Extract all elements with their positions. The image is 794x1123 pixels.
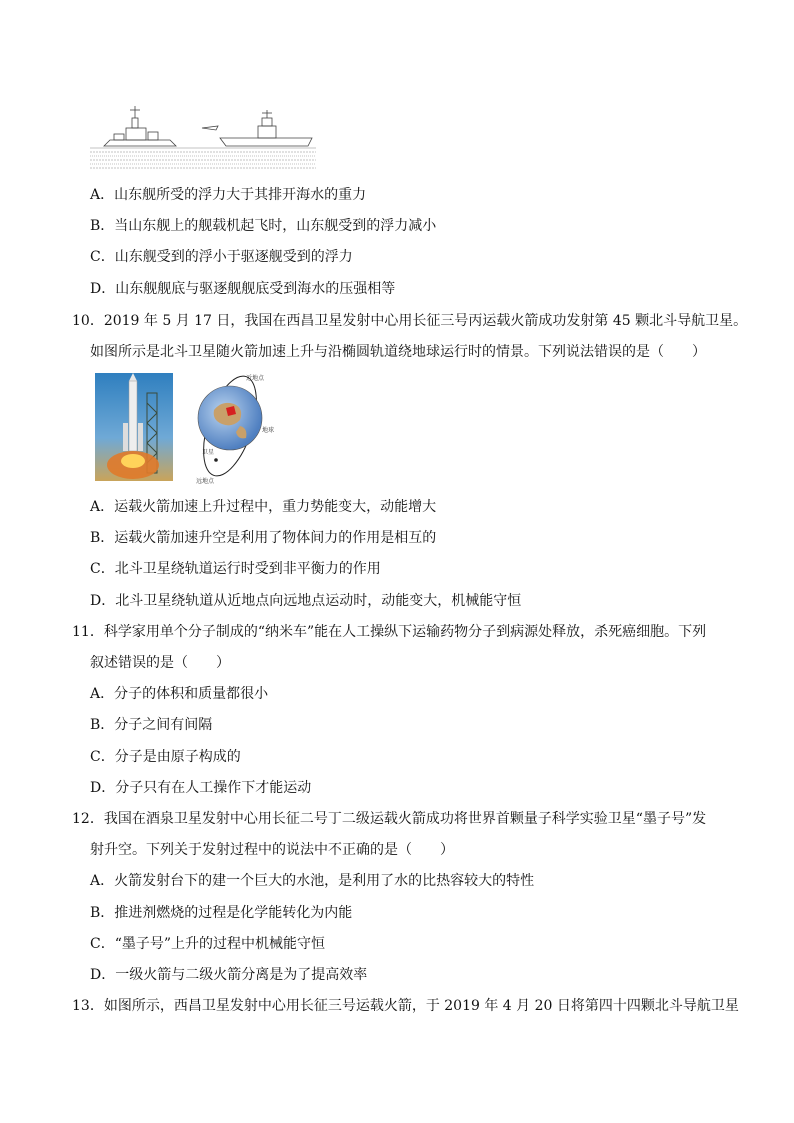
q9-option-c: C．山东舰受到的浮小于驱逐舰受到的浮力 — [90, 249, 353, 265]
q12-option-c: C．“墨子号”上升的过程中机械能守恒 — [90, 936, 326, 952]
label-near-point: 近地点 — [246, 376, 265, 382]
q11-option-b: B．分子之间有间隔 — [90, 717, 213, 733]
q12-option-a: A．火箭发射台下的建一个巨大的水池，是利用了水的比热容较大的特性 — [90, 873, 535, 889]
q10-option-d: D．北斗卫星绕轨道从近地点向远地点运动时，动能变大，机械能守恒 — [90, 593, 522, 609]
label-earth: 地球 — [262, 428, 275, 434]
sea-lines — [90, 148, 316, 168]
q11-option-a: A．分子的体积和质量都很小 — [90, 686, 269, 702]
satellite-orbit-diagram — [186, 370, 280, 485]
q10-option-c: C．北斗卫星绕轨道运行时受到非平衡力的作用 — [90, 561, 381, 577]
label-satellite: 卫星 — [202, 450, 215, 456]
q10-option-a: A．运载火箭加速上升过程中，重力势能变大，动能增大 — [90, 499, 437, 515]
q9-option-a: A．山东舰所受的浮力大于其排开海水的重力 — [90, 187, 367, 203]
q12-option-b: B．推进剂燃烧的过程是化学能转化为内能 — [90, 905, 353, 921]
q12-stem-line1: 12．我国在酒泉卫星发射中心用长征二号丁二级运载火箭成功将世界首颗量子科学实验卫星“墨子号”发 — [72, 811, 707, 827]
q11-stem-line2: 叙述错误的是（ ） — [90, 655, 230, 671]
q10-option-b: B．运载火箭加速升空是利用了物体间力的作用是相互的 — [90, 530, 437, 546]
aircraft-carrier — [202, 110, 312, 146]
q13-stem-line1: 13．如图所示，西昌卫星发射中心用长征三号运载火箭，于 2019 年 4 月 20 日将第四十四颗北斗导航卫星 — [72, 998, 739, 1014]
q11-option-c: C．分子是由原子构成的 — [90, 749, 241, 765]
q11-stem-line1: 11．科学家用单个分子制成的“纳米车”能在人工操纵下运输药物分子到病源处释放，杀死癌细胞。下列 — [72, 624, 707, 640]
satellite-dot — [214, 458, 218, 462]
q9-option-b: B．当山东舰上的舰载机起飞时，山东舰受到的浮力减小 — [90, 218, 437, 234]
label-far-point: 远地点 — [196, 479, 215, 485]
rocket-launch-photo — [95, 373, 173, 481]
q9-option-d: D．山东舰舰底与驱逐舰舰底受到海水的压强相等 — [90, 281, 396, 297]
q10-stem-line1: 10．2019 年 5 月 17 日，我国在西昌卫星发射中心用长征三号丙运载火箭成功发射第 45 颗北斗导航卫星。 — [72, 313, 748, 329]
destroyer-ship — [104, 106, 176, 146]
ships-illustration — [90, 100, 316, 172]
q11-option-d: D．分子只有在人工操作下才能运动 — [90, 780, 312, 796]
q10-stem-line2: 如图所示是北斗卫星随火箭加速上升与沿椭圆轨道绕地球运行时的情景。下列说法错误的是（ ） — [90, 344, 706, 360]
q12-stem-line2: 射升空。下列关于发射过程中的说法中不正确的是（ ） — [90, 842, 454, 858]
q12-option-d: D．一级火箭与二级火箭分离是为了提高效率 — [90, 967, 368, 983]
